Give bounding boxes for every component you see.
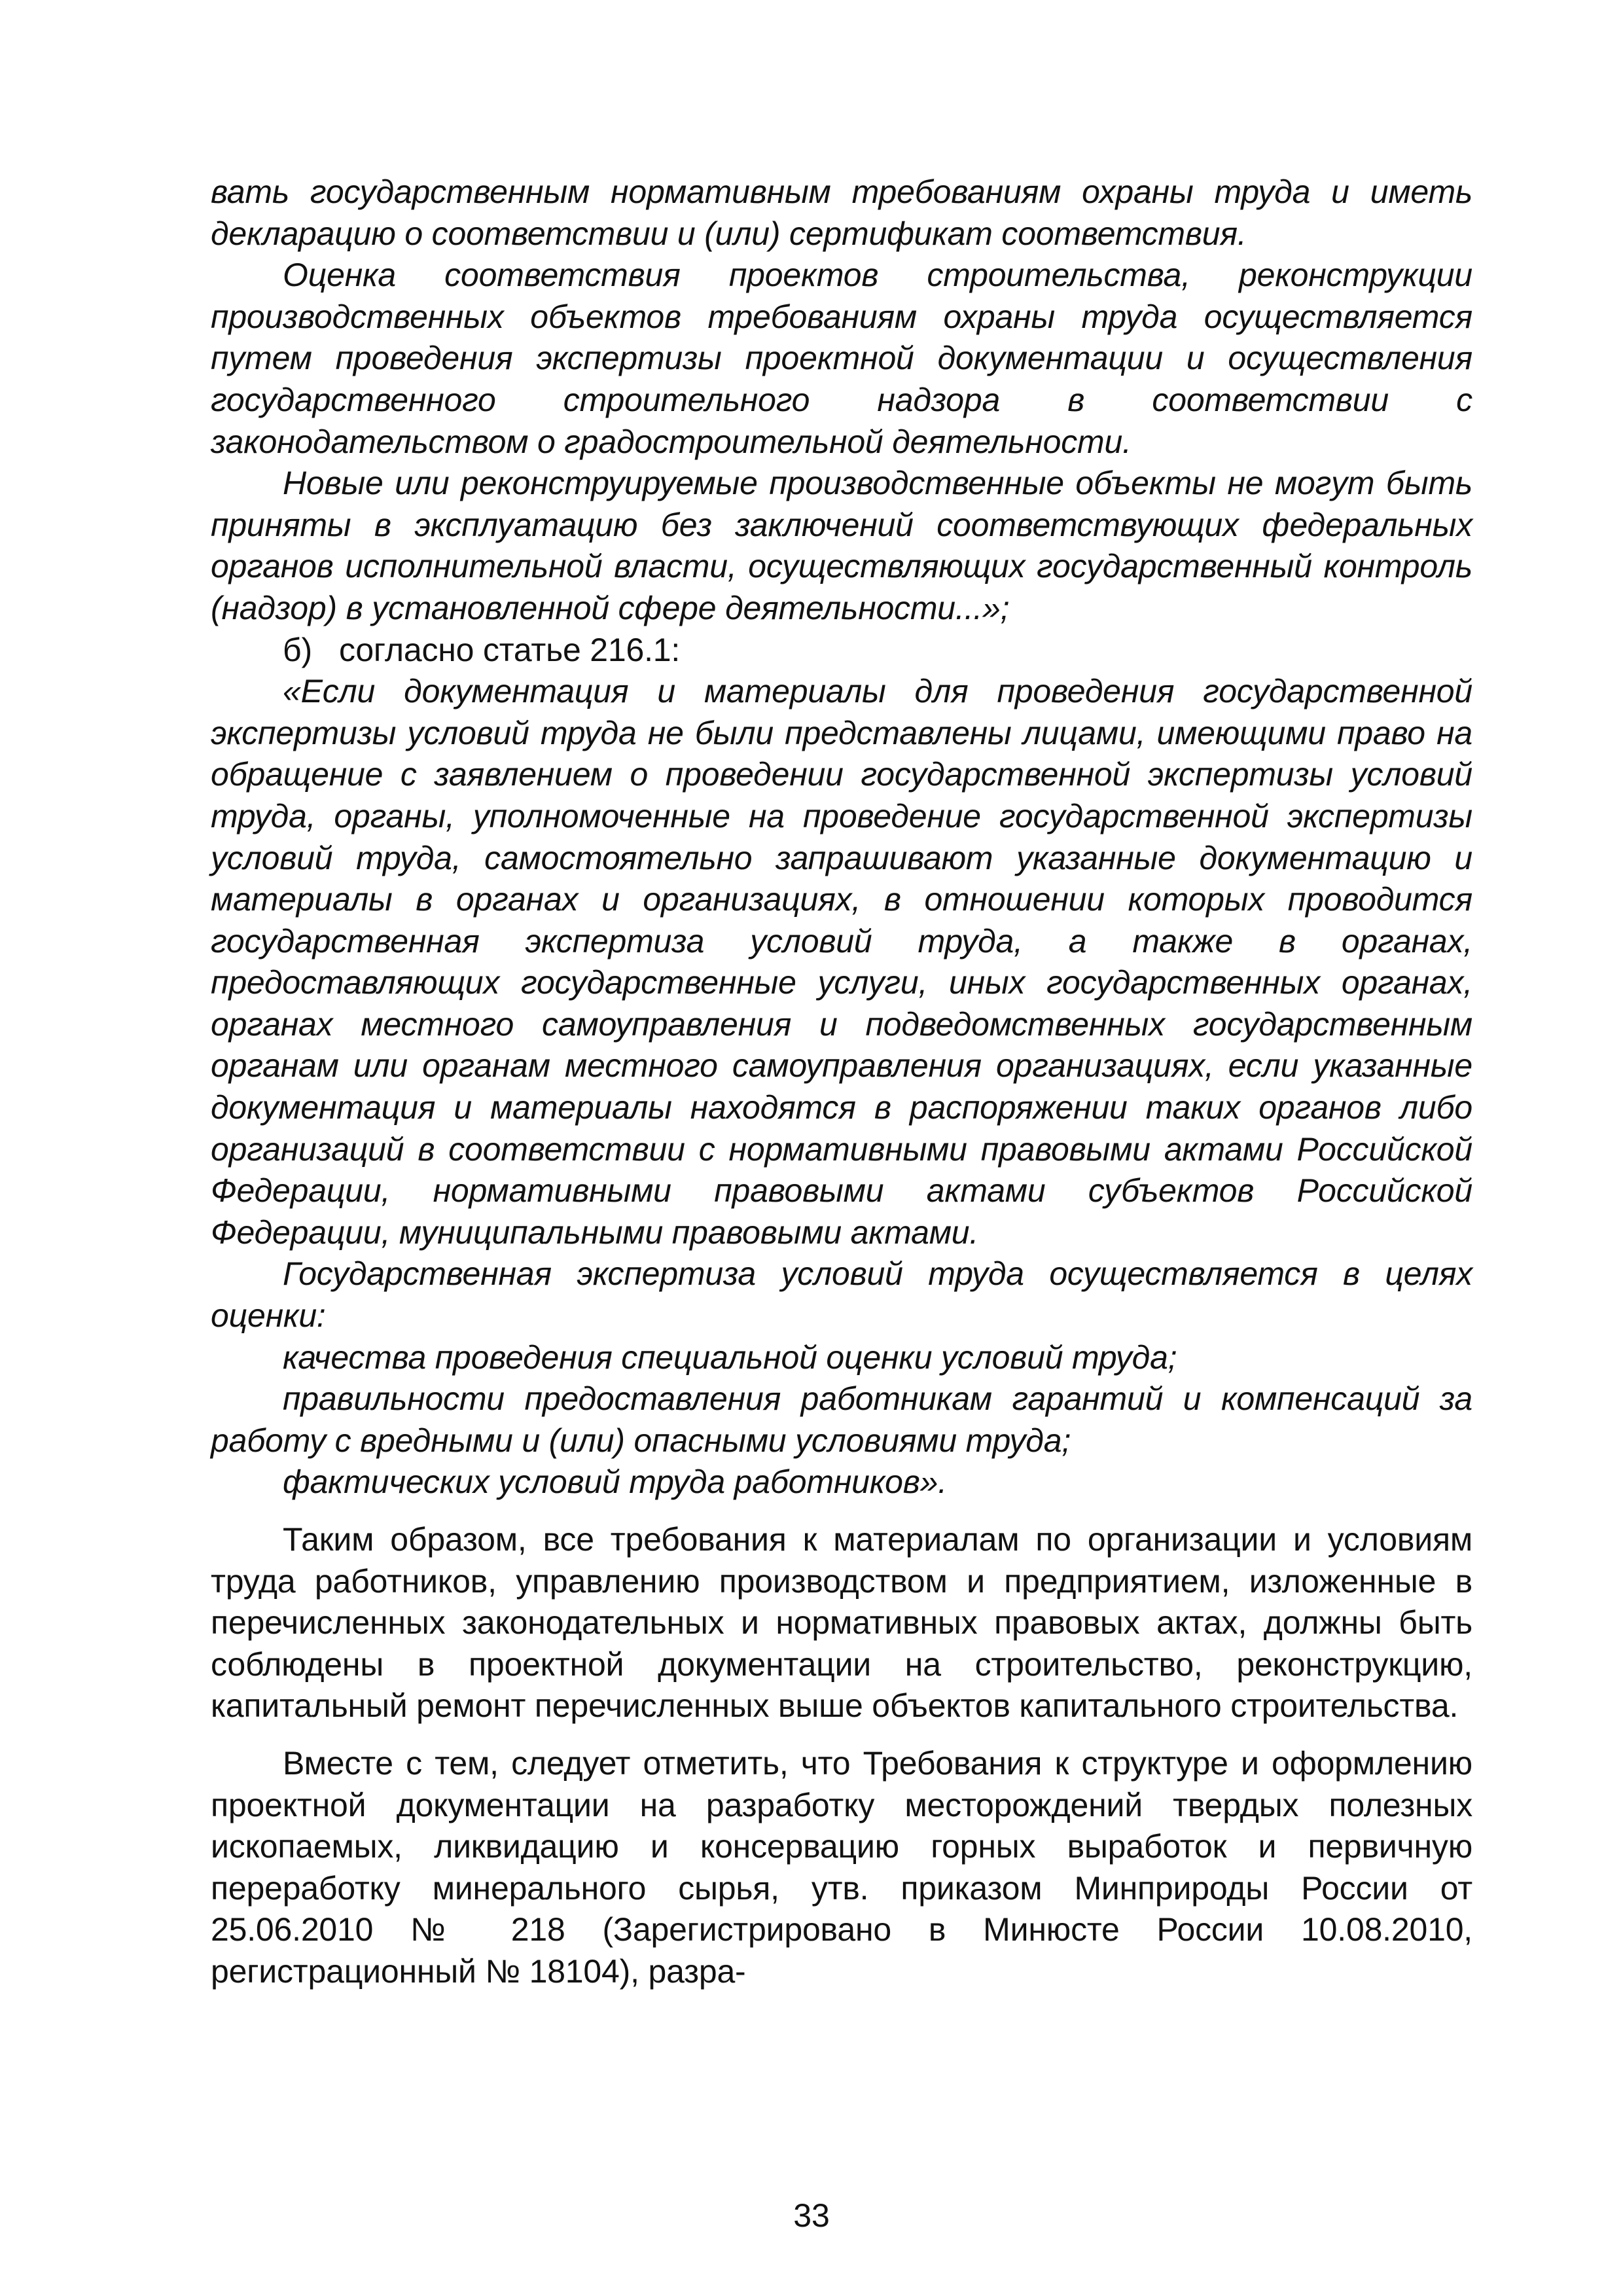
paragraph-new-objects: Новые или реконструируемые производственные объекты не могут быть приняты в эксплуатацию без заключений соответствующих федеральных органов исполнительной власти, осуществляющих государственный контроль (надзор) в установленной сфере деятельности...»; <box>211 465 1472 626</box>
paragraph-assessment: Оценка соответствия проектов строительства, реконструкции производственных объектов требованиям охраны труда осуществляется путем проведения экспертизы проектной документации и осуществления государственного строительного надзора в соответствии с законодательством о градостроительной деятельности. <box>211 257 1472 460</box>
paragraph-quote-documents: «Если документация и материалы для проведения государственной экспертизы условий труда не были представлены лицами, имеющими право на обращение с заявлением о проведении государственной экспертизы условий труда, органы, уполномоченные на проведение государственной экспертизы условий труда, самостоятельно запрашивают указанные документацию и материалы в органах и организациях, в отношении которых проводится государственная экспертиза условий труда, а также в органах, предоставляющих государственные услуги, иных государственных органах, органах местного самоуправления и подведомственных государственным органам или органам местного самоуправления организациях, если указанные документация и материалы находятся в распоряжении таких органов либо организаций в соответствии с нормативными правовыми актами Российской Федерации, нормативными правовыми актами субъектов Российской Федерации, муниципальными правовыми актами. <box>211 673 1472 1251</box>
paragraph-requirements: Вместе с тем, следует отметить, что Требования к структуре и оформлению проектной документации на разработку месторождений твердых полезных ископаемых, ликвидацию и консервацию горных выработок и первичную переработку минерального сырья, утв. приказом Минприроды России от 25.06.2010 № 218 (Зарегистрировано в Минюсте России 10.08.2010, регистрационный № 18104), разра- <box>211 1744 1472 1990</box>
paragraph-continuation: вать государственным нормативным требованиям охраны труда и иметь декларацию о соответствии и (или) сертификат соответствия. <box>211 173 1472 252</box>
paragraph-expertise-purpose: Государственная экспертиза условий труда осуществляется в целях оценки: <box>211 1255 1472 1335</box>
page-number: 33 <box>793 2197 830 2234</box>
paragraph-article-ref: б) согласно статье 216.1: <box>283 631 681 668</box>
list-item-quality: качества проведения специальной оценки условий труда; <box>283 1338 1177 1376</box>
list-item-actual-conditions: фактических условий труда работников». <box>283 1463 947 1501</box>
document-body <box>211 171 1472 1993</box>
list-item-guarantees: правильности предоставления работникам гарантий и компенсаций за работу с вредными и (или) опасными условиями труда; <box>211 1380 1472 1459</box>
paragraph-conclusion: Таким образом, все требования к материалам по организации и условиям труда работников, управлению производством и предприятием, изложенные в перечисленных законодательных и нормативных правовых актах, должны быть соблюдены в проектной документации на строительство, реконструкцию, капитальный ремонт перечисленных выше объектов капитального строительства. <box>211 1521 1472 1725</box>
